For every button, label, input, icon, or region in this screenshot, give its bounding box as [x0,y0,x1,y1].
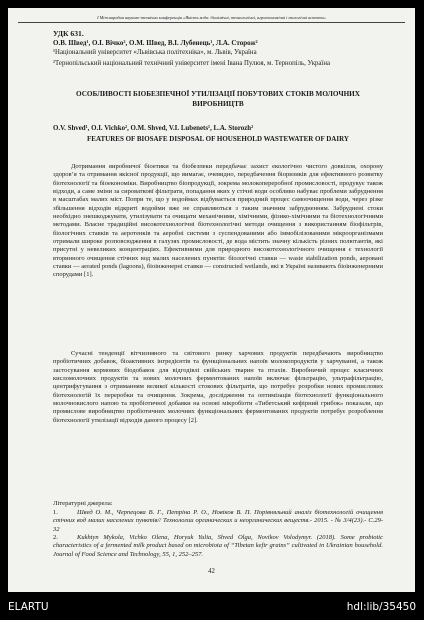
affiliation-2: ²Тернопільський національний технічний університет імені Івана Пулюя, м. Тернопіль, Україна [53,60,330,67]
page-number: 42 [208,568,215,575]
repository-footer [0,592,424,620]
conference-header: І Міжнародна науково-технічна конференція «Якість води: біохімічні, технологічні, агроекономічні і екологічні аспекти» [18,15,405,23]
repository-name: ELARTU [8,601,49,613]
reference-number: 1. [53,509,58,516]
document-page [8,8,415,592]
handle-id: hdl:lib/35450 [346,601,416,613]
reference-item [53,534,383,559]
title-english: FEATURES OF BIOSAFE DISPOSAL OF HOUSEHOLD WASTEWATER OF DAIRY [87,135,349,143]
reference-item [53,509,383,534]
reference-number: 2. [53,534,58,541]
reference-text: Kukhtyn Mykola, Vichko Olena, Horyuk Yulia, Shved Olga, Novikov Volodymyr. (2018). Some probiotic characteristics of a fermented milk product based on microbiota of “Tibetan kefir grains” cultivated in Ukrainian household. Journal of Food Science and Technology, 55, 1, 252–257. [53,534,383,558]
authors-ukrainian: О.В. Швед¹, О.І. Вічко², О.М. Швед, В.І. Лубенець¹, Л.А. Сторож² [53,39,258,47]
authors-english: O.V. Shved¹, O.I. Vichko², O.M. Shved, V.I. Lubenets¹, L.A. Storozh² [53,125,254,132]
references-title: Літературні джерела: [53,500,113,507]
reference-text: Швед О. М., Черпецова В. Г., Петріна Р. О., Новіков В. П. Порівняльний аналіз біотехнологій очищення стічних вод малих населених пунктів// Технологии органических и неорганических веществ.- 2015. - № 3/4(23).- С.29-32 [53,509,383,533]
udk-code: УДК 631. [53,29,84,38]
affiliation-1: ¹Національний університет «Львівська політехніка», м. Львів, Україна [53,49,257,56]
paragraph-2: Сучасні тенденції вітчизняного та світового ринку харчових продуктів передбачають виробництво пробіотичних добавок, біоактивних інгредієнтів та функціональних напоїв молокопродуктів у харчуванні, а також застосування кормових біодобавок для відгодівлі свійських тварин та птахів. Виробничий процес класичних кисломолочних продуктів та нових молочних ферментованих напоїв включає фільтрацію, ультрафільтрацію, центрифугування з отриманням великої кількості стокових фільтратів, що потребує розробки нових промислових біотехнологій їх переробки та очищення. Зокрема, дослідження та оптимізація біотехнології функціонального молочнокислого напою та пробіотичної добавки на основі мікробіоти «Тибетський кефірний грибок» показали, що промислове виробництво пробіотичних молочних функціональних ферментованих продуктів потребує розроблення біотехнології утилізації відходів даного процесу [2]. [53,350,383,424]
title-ukrainian: ОСОБЛИВОСТІ БІОБЕЗПЕЧНОЇ УТИЛІЗАЦІЇ ПОБУТОВИХ СТОКІВ МОЛОЧНИХ ВИРОБНИЦТВ [76,90,360,108]
paragraph-1: Дотримання виробничої біоетики та біобезпеки передбачає захист екологічно чистого довкілля, охорону здоров’я та отримання якісної продукції, що вимагає, очевидно, передбачення біоризиків для ефективного розвитку біотехнології та біоекономіки. Виробництво біопродукції, зокрема молокопереробної промисловості, продукує також відходи, а саме зміни за сироватковї фільтрати, попадання яких у стічні води особливо набуває проблеми забруднення в масштабах малих міст. Попри те, що у водоймах відбувається природний процес самоочищення води, через різке збільшення відходів відкриті водойми вже не справляються з таким значним забрудненням. Забруднені стоки необхідно знешкоджувати, утилізувати та очищати механічними, хімічними, фізико-хімічними та біотехнологічними методами. Власне традиційні високотехнологічні біотехнологічні методи очищення з використанням біофільтрів, біологічних ставків та аеротенків та аеробні системи з суспендованими або іммобілізованими мікроорганізмами отримали широке розповсюдження в галузях промисловості, де вода містить значну кількість різних полютантів, які присутні у невеликих концентраціях. Ефективними для природного високотехнологічного очищення є технології вторинного очищення стічних вод малих населених пунктів: біологічні ставки — waste stabilization ponds, аеровані ставки — aerated ponds (lagoons), біоінженерні ставки — constructed wetlands, які в Україні називають біоінженерними спорудами [1]. [53,163,383,279]
